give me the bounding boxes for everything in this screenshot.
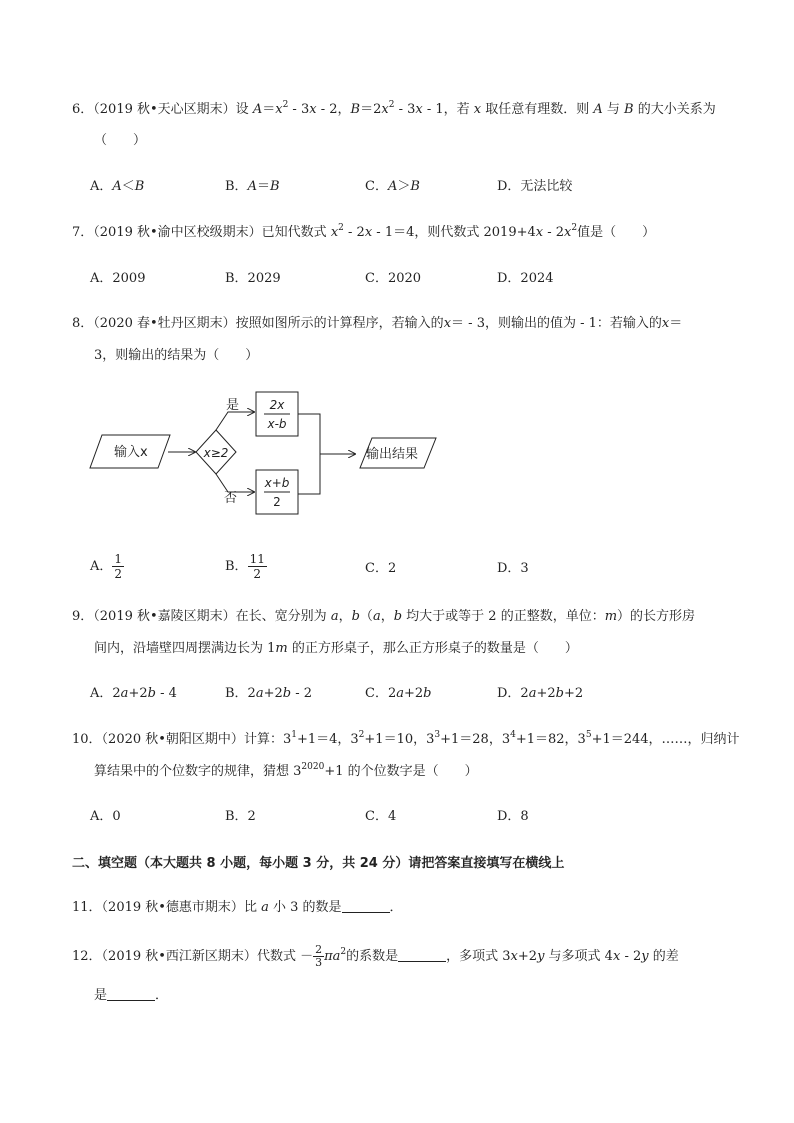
merge-connector [298,414,320,494]
text: 代数式 － [256,949,314,964]
var: A [112,179,122,194]
question-source: （2019 秋•渝中区校级期末） [93,225,262,240]
var: A [247,179,257,194]
text: 按照如图所示的计算程序，若输入的 [235,316,444,331]
no-arrow [216,474,254,492]
question-10-line2 [94,762,478,782]
yes-label: 是 [226,398,240,413]
var-x: x [473,102,482,117]
question-number: 10． [72,732,102,747]
question-number: 12． [72,949,102,964]
var-y: y [537,949,545,964]
exponent: 2 [282,100,289,110]
text: ＝ [262,102,276,117]
question-number: 9． [72,609,94,624]
text: - 1，若 [422,102,474,117]
var-b: b [147,686,156,701]
option-b [225,684,312,704]
question-8-line2: 3，则输出的结果为（ ） [94,348,259,363]
option-c [365,177,420,197]
option-d [497,684,583,704]
answer-blank[interactable] [342,899,390,913]
text: +1＝28，3 [440,732,511,747]
text: ，多项式 3 [446,949,511,964]
option-d: D．2024 [497,271,554,286]
var-m: m [604,609,618,624]
option-label: B． [225,179,248,194]
var-a: a [120,686,129,701]
text: 是 [94,988,108,1003]
option-c: C．2 [365,561,397,576]
text: ＝ [669,316,683,331]
question-number: 6． [72,102,94,117]
exponent: 2 [340,947,347,957]
question-11 [72,898,403,918]
var-x: x [443,316,452,331]
text: 均大于或等于 2 的正整数，单位： [402,609,605,624]
exponent: 2 [358,730,365,740]
denominator: 3 [315,956,323,969]
var-x: x [535,225,544,240]
var-a: a [372,609,381,624]
text: 已知代数式 [261,225,331,240]
option-label: A． [90,559,113,574]
exponent: 2 [571,223,578,233]
var-b: b [393,609,403,624]
text: +1＝10，3 [364,732,435,747]
text: +2 [563,686,584,701]
text: - 2 [543,225,565,240]
question-number: 11． [72,900,102,915]
fraction [112,552,124,581]
text: +1＝244，……，归纳计 [591,732,740,747]
numerator: 2 [315,943,323,956]
text: 比 [243,900,262,915]
operator: ＜ [121,179,135,194]
var-x: x [612,949,621,964]
exponent: 3 [434,730,441,740]
text: 的差 [648,949,679,964]
var-B: B [624,102,634,117]
denominator: 2 [114,567,123,581]
var-x: x [564,225,572,240]
option-b: B．2 [225,809,256,824]
exponent: 5 [585,730,592,740]
text: +2 [128,686,148,701]
var: A [387,179,398,194]
text: ）的长方形房 [617,609,696,624]
text: ＝2 [360,102,382,117]
text: - 3 [394,102,416,117]
text: - 2 [291,686,313,701]
var-b: b [282,686,292,701]
text: 设 [235,102,253,117]
text: 算结果中的个位数字的规律，猜想 3 [94,764,302,779]
question-7 [72,223,655,243]
question-source: （2019 秋•嘉陵区期末） [93,609,236,624]
numerator: 11 [249,552,265,566]
text: 的大小关系为 [633,102,716,117]
question-6-paren: （ ） [94,133,147,148]
text: - 3 [288,102,310,117]
question-8 [72,314,682,334]
output-label: 输出结果 [366,447,419,462]
text: +1 的个位数字是（ ） [324,764,478,779]
yes-arrow [216,412,254,430]
formula-numerator: 2x [269,398,285,412]
text: 值是（ ） [577,225,656,240]
var-a: a [528,686,537,701]
text: - 2 [620,949,642,964]
question-6 [72,100,716,120]
option-a [90,552,124,581]
text: - 2 [343,225,365,240]
text: B．2 [225,686,256,701]
question-number: 7． [72,225,94,240]
var-A: A [593,102,603,117]
question-12-line2 [94,986,168,1006]
option-b: B．2029 [225,271,281,286]
var-b: b [423,686,432,701]
var-x: x [330,225,339,240]
question-9-line2 [94,639,578,659]
text: （ [359,609,373,624]
var: B [410,179,420,194]
text: ． [389,900,403,915]
question-number: 8． [72,316,94,331]
operator: ＝ [256,179,270,194]
option-b [225,177,280,197]
text: D．2 [497,686,529,701]
question-source: （2019 秋•西江新区期末） [101,949,257,964]
var-x: x [275,102,283,117]
question-12 [72,942,679,972]
formula-denominator: 2 [273,495,281,509]
text: 小 3 的数是 [268,900,342,915]
text: C．2 [365,686,397,701]
exponent: 2 [338,223,344,233]
var-a: a [332,949,341,964]
var-a: a [261,900,269,915]
text: 间内，沿墙壁四周摆满边长为 1 [94,641,276,656]
var-x: x [309,102,317,117]
condition-label: x≥2 [203,446,229,460]
var-B: B [350,102,361,117]
text: ＝ - 3，则输出的值为 - 1：若输入的 [451,316,662,331]
fraction [313,944,324,969]
question-source: （2019 秋•德惠市期末） [101,900,244,915]
exponent: 2 [388,100,395,110]
text: 的系数是 [346,949,399,964]
text: - 2， [316,102,351,117]
numerator: 1 [114,552,123,566]
option-label: A． [90,179,113,194]
text: +2 [263,686,283,701]
var-a: a [255,686,264,701]
option-a: A．2009 [90,271,146,286]
option-d: D．3 [497,561,529,576]
var-a: a [330,609,339,624]
answer-blank[interactable] [107,987,155,1001]
var-x: x [415,102,423,117]
var: B [269,179,280,194]
var-a: a [396,686,404,701]
text: ， [380,609,394,624]
option-b [225,552,267,581]
var-b: b [351,609,360,624]
text: +2 [403,686,424,701]
var-y: y [641,949,649,964]
var-x: x [510,949,518,964]
text: +1＝4，3 [296,732,359,747]
text: 取任意有理数．则 [481,102,594,117]
formula-denominator: x-b [267,417,287,431]
var: B [134,179,145,194]
text: +2 [517,949,538,964]
exponent: 4 [510,730,516,740]
option-c: C．2020 [365,271,422,286]
text: +2 [536,686,556,701]
question-source: （2019 秋•天心区期末） [93,102,236,117]
option-label: C． [365,179,388,194]
var-x: x [381,102,389,117]
text: 与多项式 4 [544,949,613,964]
question-9 [72,607,695,627]
option-d: D．8 [497,809,529,824]
no-label: 否 [224,491,238,506]
option-a [90,177,144,197]
operator: ＞ [397,179,411,194]
text: ． [155,988,169,1003]
text: 的正方形桌子，那么正方形桌子的数量是（ ） [287,641,578,656]
answer-blank[interactable] [398,948,446,962]
option-label: B． [225,559,248,574]
section-heading: 二、填空题（本大题共 8 小题，每小题 3 分，共 24 分）请把答案直接填写在横线上 [72,856,565,871]
question-source: （2020 春•牡丹区期末） [93,316,236,331]
option-c: C．4 [365,809,397,824]
formula-numerator: x+b [264,476,290,490]
option-a [90,684,177,704]
question-10 [72,730,740,750]
var-A: A [252,102,263,117]
pi-symbol: π [324,949,333,964]
var-x: x [661,316,670,331]
text: - 1＝4，则代数式 2019+4 [372,225,536,240]
option-d: D．无法比较 [497,179,573,194]
var-m: m [275,641,288,656]
flowchart [80,390,450,520]
var-b: b [555,686,564,701]
text: 计算：3 [243,732,292,747]
exponent: 2020 [301,762,325,772]
var-x: x [364,225,373,240]
option-a: A．0 [90,809,121,824]
option-c [365,684,431,704]
text: 在长、宽分别为 [235,609,331,624]
text: ， [338,609,352,624]
question-source: （2020 秋•朝阳区期中） [101,732,244,747]
fraction [248,552,267,581]
text: 与 [602,102,625,117]
exponent: 1 [291,730,297,740]
input-label: 输入x [114,445,148,460]
text: - 4 [155,686,177,701]
text: A．2 [90,686,121,701]
text: +1＝82，3 [515,732,586,747]
denominator: 2 [253,567,262,581]
